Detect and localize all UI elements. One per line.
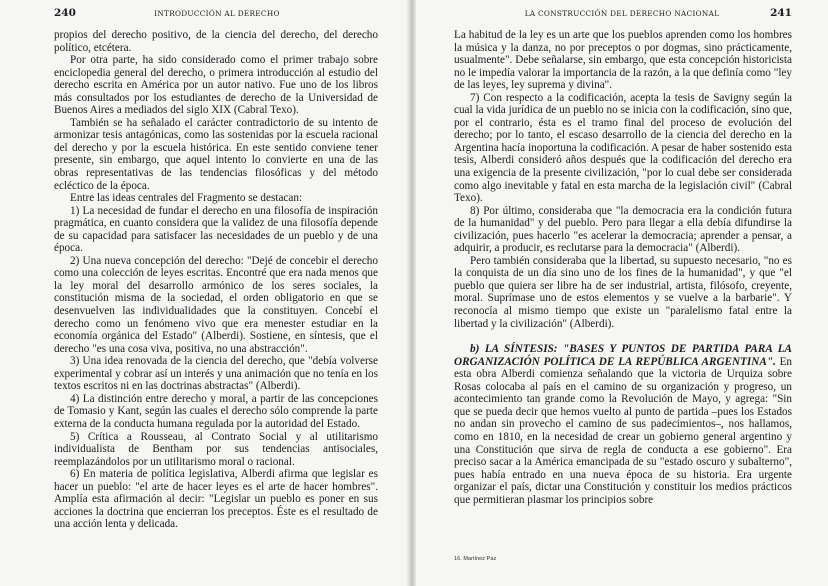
running-head: INTRODUCCIÓN AL DERECHO — [154, 9, 280, 18]
section-paragraph — [454, 343, 792, 506]
page-number: 240 — [54, 7, 76, 19]
list-item: 7) Con respecto a la codificación, acepta la tesis de Savigny según la cual la vida jurídica de un pueblo no se inicia con la codificación, sino que, por el contrario, ésta es el tramo final del proceso de evolución del derecho; por lo tanto, el escaso desarrollo de la ciencia del derecho en la Argentina hacía inoportuna la codificación. A pesar de haber sostenido esta tesis, Alberdi consideró años después que la codificación del derecho era una exigencia de la presente civilización, "por lo cual debe ser considerada como algo inevitable y fatal en esta marcha de la legislación civil" (Cabral Texo). — [454, 91, 792, 205]
left-page-body — [54, 29, 378, 531]
left-page-header — [54, 7, 378, 29]
paragraph: Entre las ideas centrales del Fragmento se destacan: — [70, 192, 303, 205]
page-footer: 16. Martínez Paz — [454, 556, 497, 562]
right-page-body — [454, 29, 792, 506]
paragraph: Pero también consideraba que la libertad, su supuesto necesario, "no es la conquista de un día sino uno de los fines de la humanidad", y que "el pueblo que quiera ser libre ha de ser industrial, artista, filósofo, creyente, moral. Suprímase uno de estos elementos y se vuelve a la barbarie". Y reconocía al mismo tiempo que existe un "paralelismo fatal entre la libertad y la civilización" (Alberdi). — [454, 254, 792, 330]
section-text: En esta obra Alberdi comienza señalando que la victoria de Urquiza sobre Rosas colocaba al país en el camino de su organización y progreso, un acontecimiento tan grande como la Revolución de Mayo, y agrega: "Sin que se pueda decir que hemos vuelto al punto de partida –pues los Estados no andan sin provecho el camino de sus padecimientos–, nos hallamos, como en 1810, en la necesidad de crear un gobierno general argentino y una Constitución que sirva de regla de conducta a ese gobierno". Era preciso sacar a la América emancipada de su "estado oscuro y subalterno", pues había entrado en una nueva época de su historia. Era urgente organizar el país, dictar una Constitución y constituir los medios prácticos que permitieran plasmar los principios sobre — [454, 355, 792, 506]
list-item: 8) Por último, consideraba que "la democracia era la condición futura de la humanidad" y del pueblo. Pero para llegar a ella debía difundirse la civilización, pues hacerlo "es acelerar la democracia; aprender a pensar, a adquirir, a producir, es reclutarse para la democracia" (Alberdi). — [454, 204, 792, 255]
list-item: 4) La distinción entre derecho y moral, a partir de las concepciones de Tomasio y Kant, según las cuales el derecho sólo comprende la parte externa de la conducta humana regulada por la autoridad del Estado. — [54, 392, 378, 430]
left-page — [0, 0, 408, 586]
section-heading: b) LA SÍNTESIS: "BASES Y PUNTOS DE PARTIDA PARA LA ORGANIZACIÓN POLÍTICA DE LA REPÚBLICA ARGENTINA". — [454, 343, 792, 368]
list-item: 5) Crítica a Rousseau, al Contrato Social y al utilitarismo individualista de Bentham por sus tendencias antisociales, reemplazándolos por un utilitarismo moral o racional. — [54, 430, 378, 468]
paragraph: También se ha señalado el carácter contradictorio de su intento de armonizar tesis antagónicas, como las sostenidas por la escuela racional del derecho y por la escuela histórica. En este sentido conviene tener presente, sin embargo, que aquel intento lo convierte en una de las obras representativas de las tendencias filosóficas y del método ecléctico de la época. — [54, 116, 378, 192]
right-page — [416, 0, 828, 586]
right-page-header — [454, 7, 792, 29]
page-number: 241 — [770, 7, 792, 19]
list-item: 3) Una idea renovada de la ciencia del derecho, que "debía volverse experimental y cobrar así un interés y una animación que no tenía en los textos escritos ni en las doctrinas abstractas" (Alberdi). — [54, 355, 378, 393]
list-item: 1) La necesidad de fundar el derecho en una filosofía de inspiración pragmática, en cuanto considera que la validez de una filosofía depende de su capacidad para satisfacer las necesidades de un pueblo y de una época. — [54, 204, 378, 255]
paragraph: La habitud de la ley es un arte que los pueblos aprenden como los hombres la música y la danza, no por preceptos o por dogmas, sino prácticamente, usualmente". Debe señalarse, sin embargo, que esta concepción historicista no le impedía valorar la importancia de la razón, a la que definía como "ley de las leyes, ley suprema y divina". — [454, 29, 792, 92]
paragraph: Por otra parte, ha sido considerado como el primer trabajo sobre enciclopedia general del derecho, o primera introducción al estudio del derecho escrita en América por un autor nativo. Fue uno de los libros más consultados por los estudiantes de derecho de la Universidad de Buenos Aires a mediados del siglo XIX (Cabral Texo). — [54, 54, 378, 117]
running-head: LA CONSTRUCCIÓN DEL DERECHO NACIONAL — [524, 9, 720, 18]
list-item: 2) Una nueva concepción del derecho: "Dejé de concebir el derecho como una colección de leyes escritas. Encontré que era nada menos que la ley moral del desarrollo armónico de los seres sociales, la constitución misma de la sociedad, el orden obligatorio en que se desenvuelven las individualidades que la constituyen. Concebí el derecho como un fenómeno vivo que era menester estudiar en la economía orgánica del Estado" (Alberdi). Sostiene, en síntesis, que el derecho "es una cosa viva, positiva, no una abstracción". — [54, 254, 378, 355]
paragraph: propios del derecho positivo, de la ciencia del derecho, del derecho político, etcétera. — [54, 29, 378, 54]
list-item: 6) En materia de política legislativa, Alberdi afirma que legislar es hacer un pueblo: "el arte de hacer leyes es el arte de hacer hombres". Amplía esta afirmación al decir: "Legislar un pueblo es poner en sus acciones la doctrina que encierran los preceptos. Éste es el resultado de una acción lenta y delicada. — [54, 468, 378, 531]
